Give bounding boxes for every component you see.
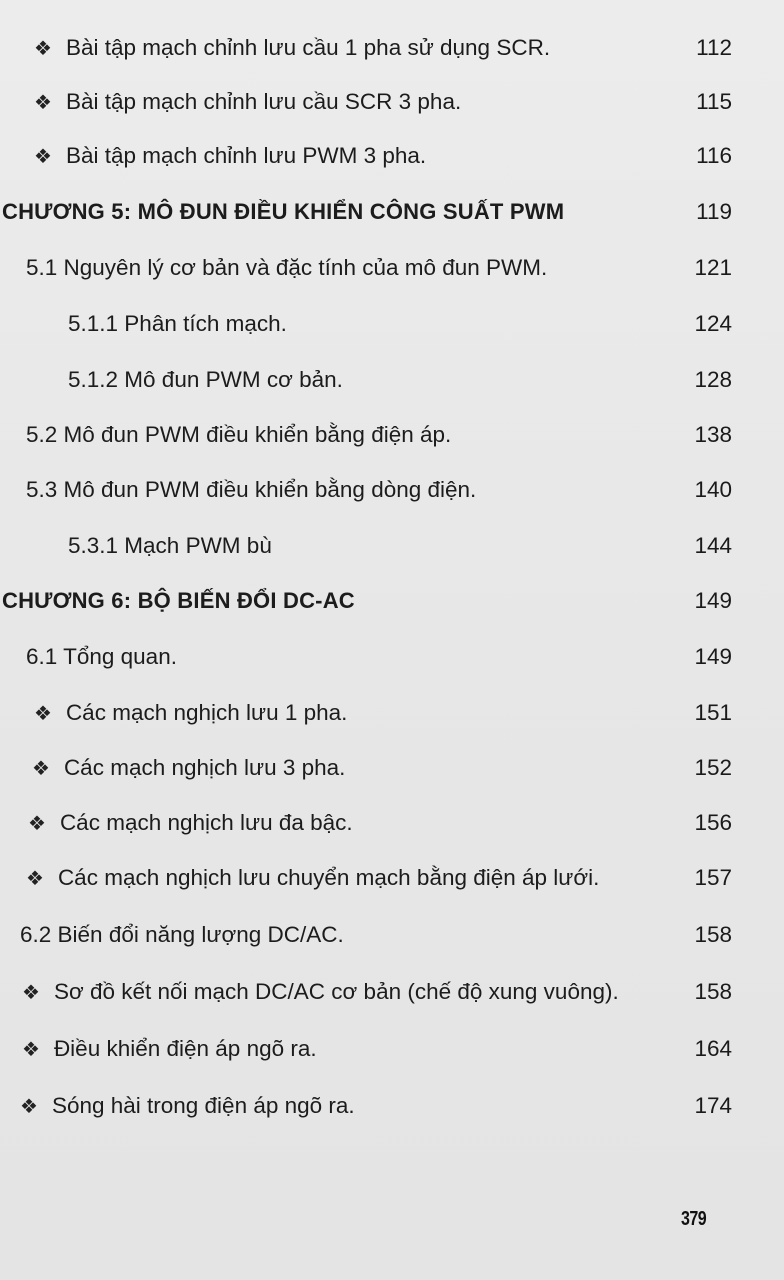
entry-title: Điều khiển điện áp ngõ ra. [53, 1036, 317, 1061]
bullet-icon: ❖ [22, 980, 40, 1004]
entry-title: Các mạch nghịch lưu chuyển mạch bằng điện áp lưới. [57, 865, 600, 890]
page-number: 174 [694, 1093, 732, 1118]
entry-title: 5.1.2 Mô đun PWM cơ bản. [68, 367, 343, 392]
bullet-icon: ❖ [34, 144, 52, 168]
page-folio-number: 379 [681, 1208, 707, 1230]
page-number: 121 [694, 255, 732, 280]
entry-title: Sóng hài trong điện áp ngõ ra. [51, 1093, 355, 1118]
bullet-icon: ❖ [34, 90, 52, 114]
entry-title: 6.2 Biến đổi năng lượng DC/AC. [20, 922, 344, 947]
page-number: 156 [694, 810, 732, 835]
toc-entry [0, 970, 784, 1014]
toc-entry [0, 358, 784, 402]
entry-title: 5.2 Mô đun PWM điều khiển bằng điện áp. [26, 422, 452, 447]
bullet-icon: ❖ [34, 701, 52, 725]
toc-entry [0, 1027, 784, 1071]
toc-entry [0, 856, 784, 900]
entry-title: 5.3.1 Mạch PWM bù [68, 533, 272, 558]
page-number: 152 [694, 755, 732, 780]
toc-chapter-entry [0, 190, 784, 234]
page-number: 157 [694, 865, 732, 890]
entry-title: Bài tập mạch chỉnh lưu PWM 3 pha. [65, 143, 427, 168]
page-number: 144 [694, 533, 732, 558]
toc-entry [0, 26, 784, 70]
bullet-icon: ❖ [28, 811, 46, 835]
toc-entry [0, 913, 784, 957]
entry-title: 5.1.1 Phân tích mạch. [68, 311, 287, 336]
entry-title: 6.1 Tổng quan. [26, 644, 177, 669]
toc-entry [0, 1084, 784, 1128]
toc-entry [0, 635, 784, 679]
page-number: 119 [696, 199, 732, 224]
entry-title: Các mạch nghịch lưu 1 pha. [65, 700, 348, 725]
toc-entry [0, 801, 784, 845]
page-number: 115 [696, 89, 732, 114]
toc-entry [0, 134, 784, 178]
bullet-icon: ❖ [32, 756, 50, 780]
page-number: 138 [694, 422, 732, 447]
page-number: 112 [696, 35, 732, 60]
bullet-icon: ❖ [34, 36, 52, 60]
entry-title: Các mạch nghịch lưu 3 pha. [63, 755, 346, 780]
page-number: 158 [694, 979, 732, 1004]
page-number: 151 [694, 700, 732, 725]
toc-entry [0, 413, 784, 457]
toc-entry [0, 524, 784, 568]
page-number: 158 [694, 922, 732, 947]
bullet-icon: ❖ [26, 866, 44, 890]
page-number: 128 [694, 367, 732, 392]
bullet-icon: ❖ [22, 1037, 40, 1061]
toc-entry [0, 246, 784, 290]
entry-title: Các mạch nghịch lưu đa bậc. [59, 810, 353, 835]
toc-entry [0, 468, 784, 512]
entry-title: Bài tập mạch chỉnh lưu cầu SCR 3 pha. [65, 89, 462, 114]
page-number: 149 [694, 588, 732, 613]
page-number: 140 [694, 477, 732, 502]
entry-title: Bài tập mạch chỉnh lưu cầu 1 pha sử dụng SCR. [65, 35, 551, 60]
toc-chapter-entry [0, 579, 784, 623]
toc-entry [0, 746, 784, 790]
page-number: 124 [694, 311, 732, 336]
entry-title: Sơ đồ kết nối mạch DC/AC cơ bản (chế độ xung vuông). [53, 979, 619, 1004]
bullet-icon: ❖ [20, 1094, 38, 1118]
toc-entry [0, 80, 784, 124]
toc-entry [0, 691, 784, 735]
page-number: 149 [694, 644, 732, 669]
page-number: 116 [696, 143, 732, 168]
toc-entry [0, 302, 784, 346]
chapter-title: CHƯƠNG 5: MÔ ĐUN ĐIỀU KHIỂN CÔNG SUẤT PWM [2, 199, 565, 224]
chapter-title: CHƯƠNG 6: BỘ BIẾN ĐỔI DC-AC [2, 588, 355, 613]
page-number: 164 [694, 1036, 732, 1061]
entry-title: 5.3 Mô đun PWM điều khiển bằng dòng điện. [26, 477, 477, 502]
entry-title: 5.1 Nguyên lý cơ bản và đặc tính của mô đun PWM. [26, 255, 548, 280]
